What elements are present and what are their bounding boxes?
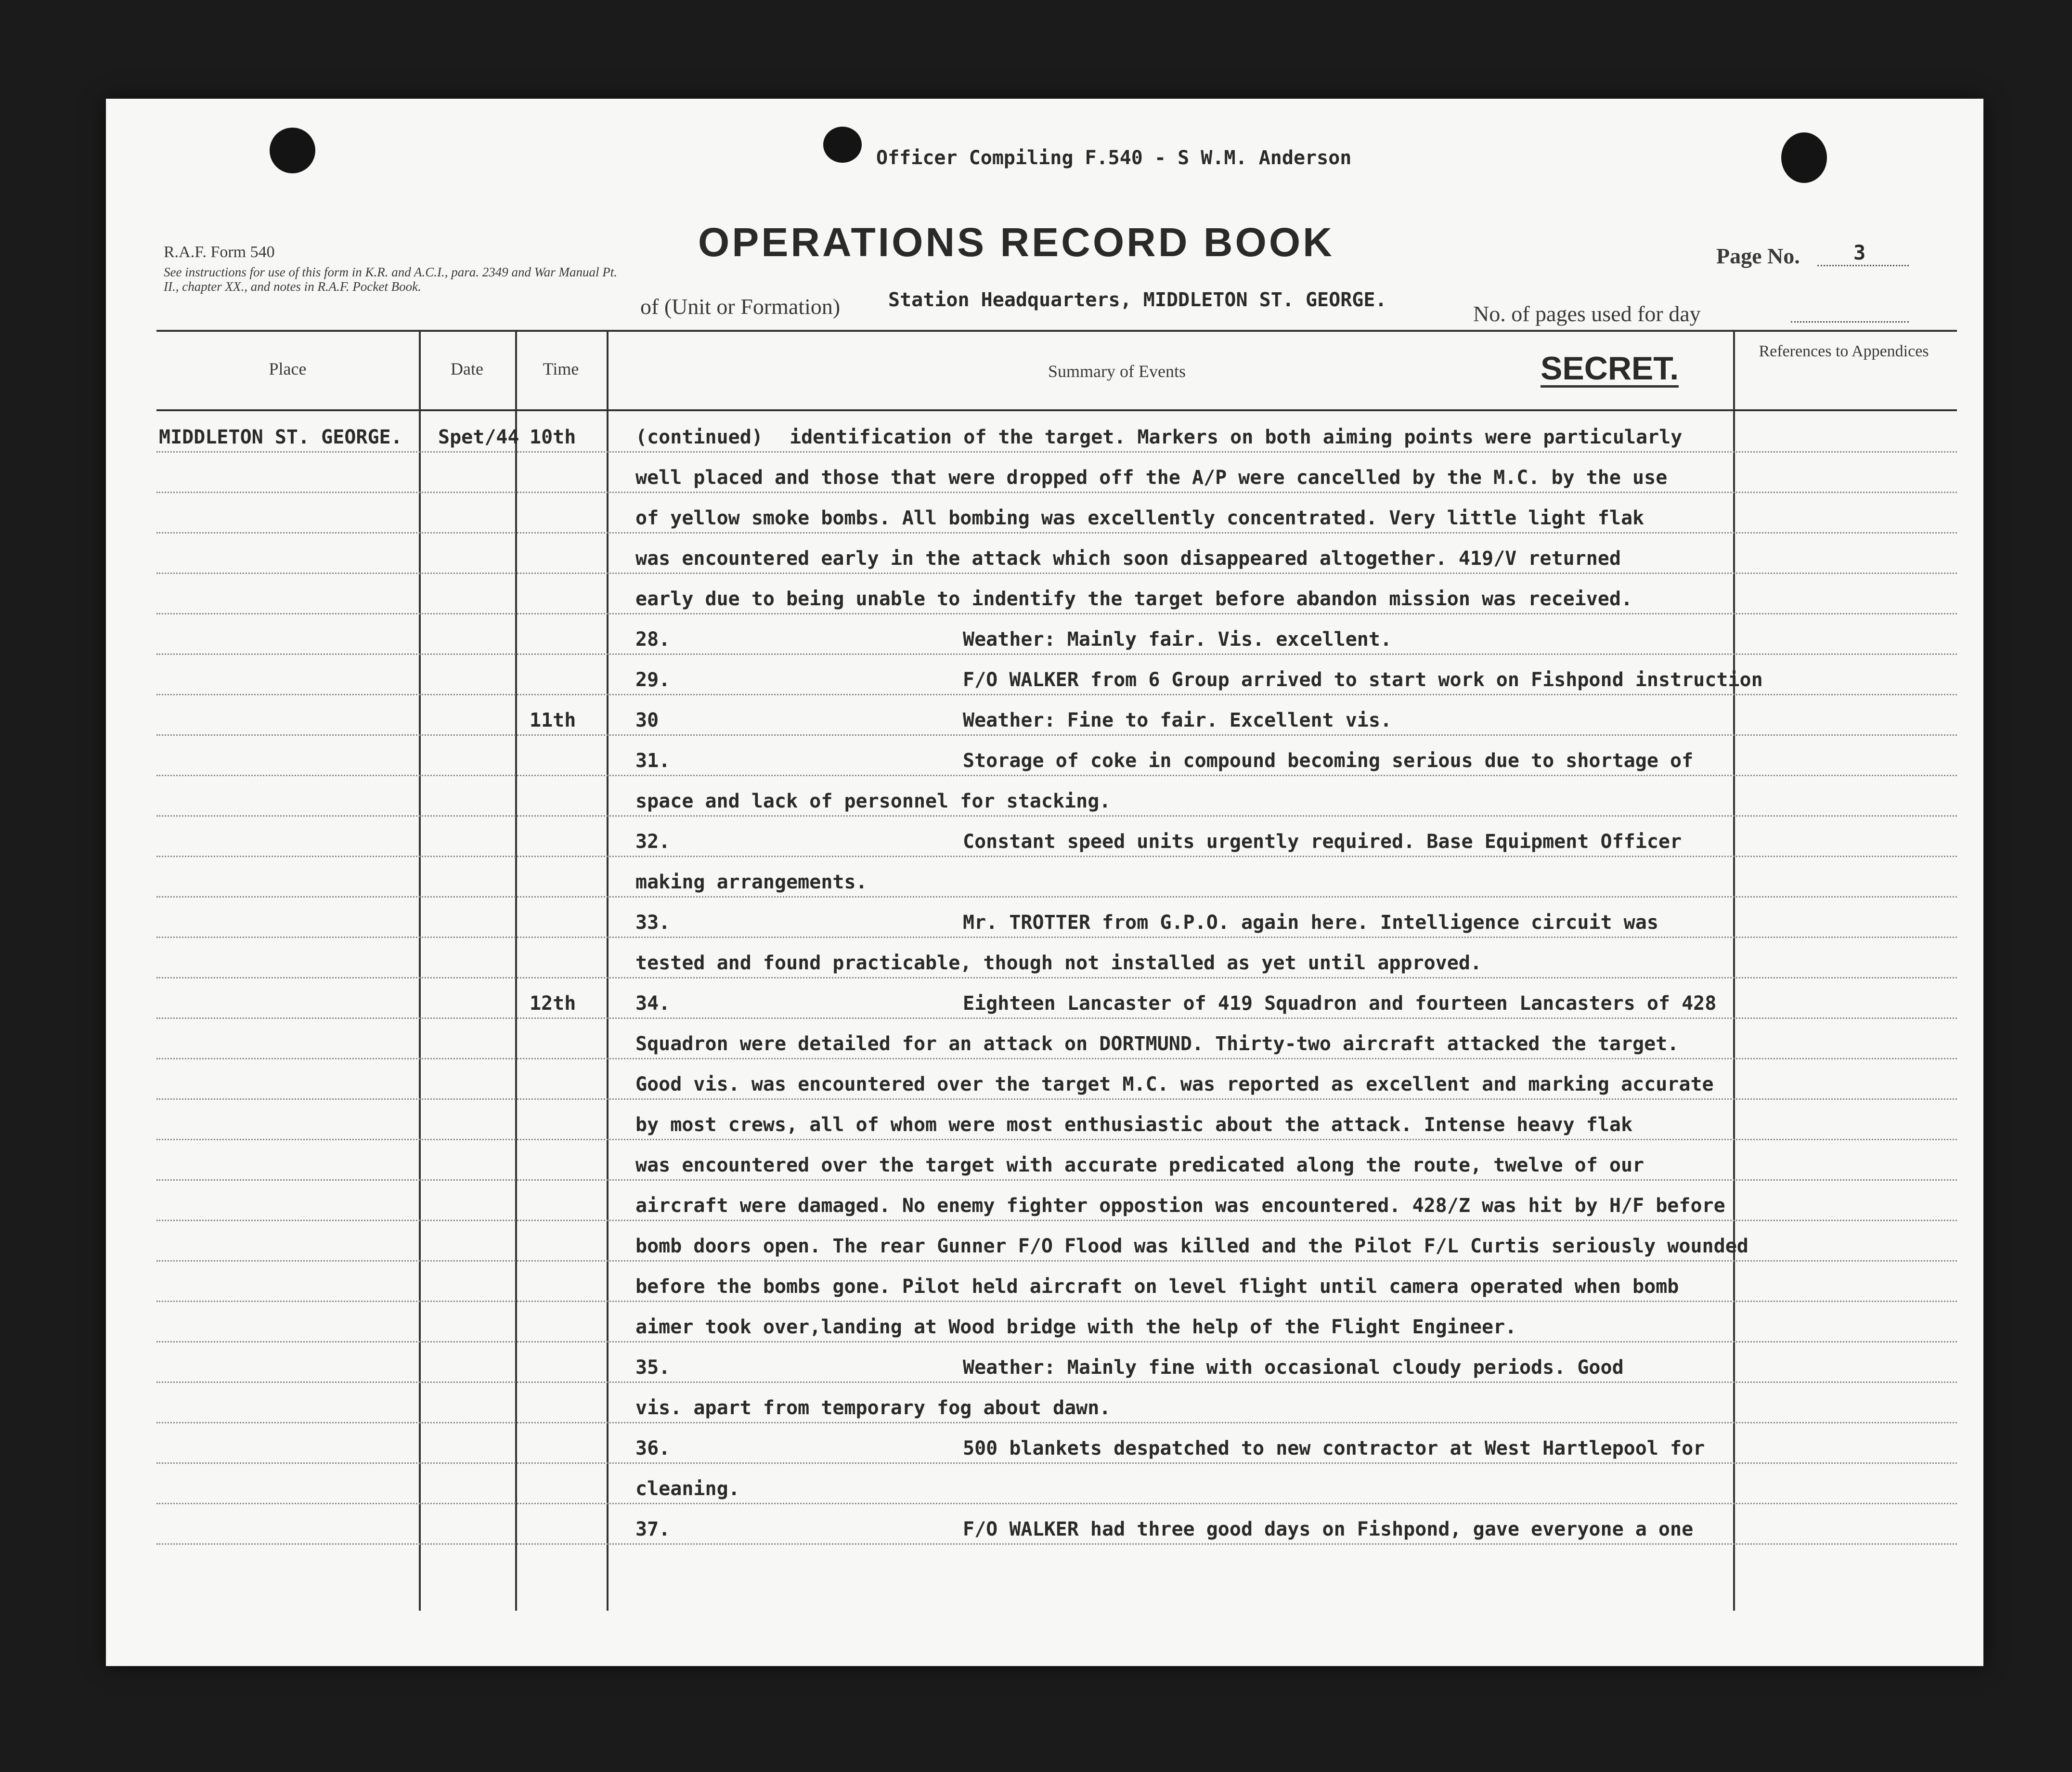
- cell-summary-text: Weather: Fine to fair. Excellent vis.: [963, 709, 1392, 731]
- form-sheet: [106, 99, 1983, 1666]
- cell-summary-text: well placed and those that were dropped off the A/P were cancelled by the M.C. by the use: [635, 467, 1668, 489]
- cell-place: MIDDLETON ST. GEORGE.: [159, 426, 402, 448]
- cell-summary-text: identification of the target. Markers on both aiming points were particularly: [790, 426, 1683, 448]
- cell-summary-text: Weather: Mainly fair. Vis. excellent.: [963, 628, 1392, 651]
- cell-summary-text: before the bombs gone. Pilot held aircraft on level flight until camera operated when bomb: [635, 1276, 1679, 1298]
- pages-used-line: [1791, 321, 1909, 323]
- row-rule: [156, 1139, 1957, 1140]
- row-rule: [156, 937, 1957, 938]
- cell-summary-text: Weather: Mainly fine with occasional cloudy periods. Good: [963, 1356, 1624, 1379]
- row-rule: [156, 1260, 1957, 1262]
- form-id: R.A.F. Form 540: [164, 243, 275, 261]
- cell-summary-text: of yellow smoke bombs. All bombing was excellently concentrated. Very little light flak: [635, 507, 1645, 529]
- unit-value: Station Headquarters, MIDDLETON ST. GEORGE.: [888, 289, 1387, 311]
- cell-summary-text: cleaning.: [635, 1478, 740, 1500]
- row-rule: [156, 1381, 1957, 1383]
- punch-hole-center: [823, 127, 862, 163]
- unit-label: of (Unit or Formation): [640, 294, 841, 319]
- cell-summary-text: was encountered early in the attack which soon disappeared altogether. 419/V returned: [635, 547, 1621, 570]
- secret-stamp: SECRET.: [1541, 350, 1679, 387]
- cell-summary-text: Mr. TROTTER from G.P.O. again here. Intelligence circuit was: [963, 912, 1658, 934]
- header-time: Time: [543, 359, 579, 378]
- cell-entry-number: 28.: [635, 628, 671, 651]
- row-rule: [156, 1220, 1957, 1221]
- cell-summary-text: by most crews, all of whom were most enthusiastic about the attack. Intense heavy flak: [635, 1114, 1633, 1136]
- header-place: Place: [269, 359, 307, 378]
- row-rule: [156, 613, 1957, 614]
- cell-date: Spet/44: [438, 426, 519, 448]
- row-rule: [156, 532, 1957, 534]
- punch-hole-left: [270, 128, 315, 173]
- column-divider-place: [419, 330, 421, 1611]
- header-references: References to Appendices: [1759, 342, 1929, 360]
- row-rule: [156, 1462, 1957, 1464]
- cell-summary-text: F/O WALKER had three good days on Fishpond, gave everyone a one: [963, 1518, 1694, 1540]
- cell-summary-text: making arrangements.: [635, 871, 868, 893]
- row-rule: [156, 775, 1957, 776]
- row-rule: [156, 977, 1957, 978]
- cell-summary-text: F/O WALKER from 6 Group arrived to start work on Fishpond instruction: [963, 669, 1763, 691]
- column-divider-date: [515, 330, 517, 1611]
- row-rule: [156, 451, 1957, 453]
- row-rule: [156, 1058, 1957, 1059]
- row-rule: [156, 1503, 1957, 1504]
- row-rule: [156, 492, 1957, 493]
- row-rule: [156, 653, 1957, 655]
- cell-entry-number: 32.: [635, 831, 671, 853]
- form-instructions: See instructions for use of this form in K.R. and A.C.I., para. 2349 and War Manual Pt. II., chapter XX., and notes in R.A.F. Pocket Book.: [164, 265, 618, 294]
- header-date: Date: [451, 359, 483, 378]
- table-top-rule: [156, 330, 1957, 332]
- cell-summary-text: 500 blankets despatched to new contractor at West Hartlepool for: [963, 1437, 1705, 1459]
- page-number-label: Page No.: [1716, 244, 1800, 268]
- row-rule: [156, 694, 1957, 695]
- page-title: OPERATIONS RECORD BOOK: [698, 220, 1334, 265]
- row-rule: [156, 1543, 1957, 1545]
- table-header-rule: [156, 409, 1957, 411]
- cell-summary-text: space and lack of personnel for stacking.: [635, 790, 1111, 812]
- cell-summary-text: early due to being unable to indentify the target before abandon mission was received.: [635, 588, 1633, 610]
- row-rule: [156, 734, 1957, 736]
- column-divider-time: [607, 330, 609, 1611]
- cell-summary-text: Squadron were detailed for an attack on DORTMUND. Thirty-two aircraft attacked the target.: [635, 1033, 1679, 1055]
- cell-summary-text: aircraft were damaged. No enemy fighter oppostion was encountered. 428/Z was hit by H/F before: [635, 1195, 1725, 1217]
- cell-entry-number: 29.: [635, 669, 671, 691]
- page-number-line: [1817, 265, 1909, 266]
- cell-summary-text: Constant speed units urgently required. Base Equipment Officer: [963, 831, 1682, 853]
- row-rule: [156, 815, 1957, 817]
- row-rule: [156, 856, 1957, 857]
- cell-entry-number: 31.: [635, 750, 671, 772]
- row-rule: [156, 1017, 1957, 1019]
- row-rule: [156, 896, 1957, 898]
- cell-entry-number: 37.: [635, 1518, 671, 1540]
- page-number-value: 3: [1853, 241, 1866, 264]
- cell-summary-text: Eighteen Lancaster of 419 Squadron and fourteen Lancasters of 428: [963, 992, 1717, 1015]
- cell-time: 11th: [530, 709, 576, 731]
- cell-summary-text: aimer took over,landing at Wood bridge with the help of the Flight Engineer.: [635, 1316, 1517, 1338]
- cell-summary-text: bomb doors open. The rear Gunner F/O Flood was killed and the Pilot F/L Curtis seriously wounded: [635, 1235, 1748, 1257]
- cell-entry-number: 30: [635, 709, 659, 731]
- column-divider-references: [1733, 330, 1735, 1611]
- row-rule: [156, 1179, 1957, 1181]
- cell-entry-number: (continued): [635, 426, 763, 448]
- row-rule: [156, 1341, 1957, 1342]
- cell-entry-number: 36.: [635, 1437, 671, 1459]
- row-rule: [156, 573, 1957, 574]
- punch-hole-right: [1781, 132, 1827, 183]
- cell-entry-number: 34.: [635, 992, 671, 1015]
- row-rule: [156, 1422, 1957, 1423]
- officer-compiling: Officer Compiling F.540 - S W.M. Anderson: [876, 147, 1352, 169]
- cell-entry-number: 33.: [635, 912, 671, 934]
- row-rule: [156, 1301, 1957, 1302]
- header-summary: Summary of Events: [1048, 362, 1186, 381]
- pages-used-label: No. of pages used for day: [1473, 301, 1701, 326]
- row-rule: [156, 1098, 1957, 1100]
- cell-time: 10th: [530, 426, 576, 448]
- cell-summary-text: vis. apart from temporary fog about dawn.: [635, 1397, 1111, 1419]
- cell-entry-number: 35.: [635, 1356, 671, 1379]
- cell-summary-text: Storage of coke in compound becoming serious due to shortage of: [963, 750, 1694, 772]
- cell-summary-text: was encountered over the target with accurate predicated along the route, twelve of our: [635, 1154, 1645, 1176]
- cell-time: 12th: [530, 992, 576, 1015]
- cell-summary-text: tested and found practicable, though not installed as yet until approved.: [635, 952, 1482, 974]
- cell-summary-text: Good vis. was encountered over the target M.C. was reported as excellent and marking accurate: [635, 1073, 1714, 1095]
